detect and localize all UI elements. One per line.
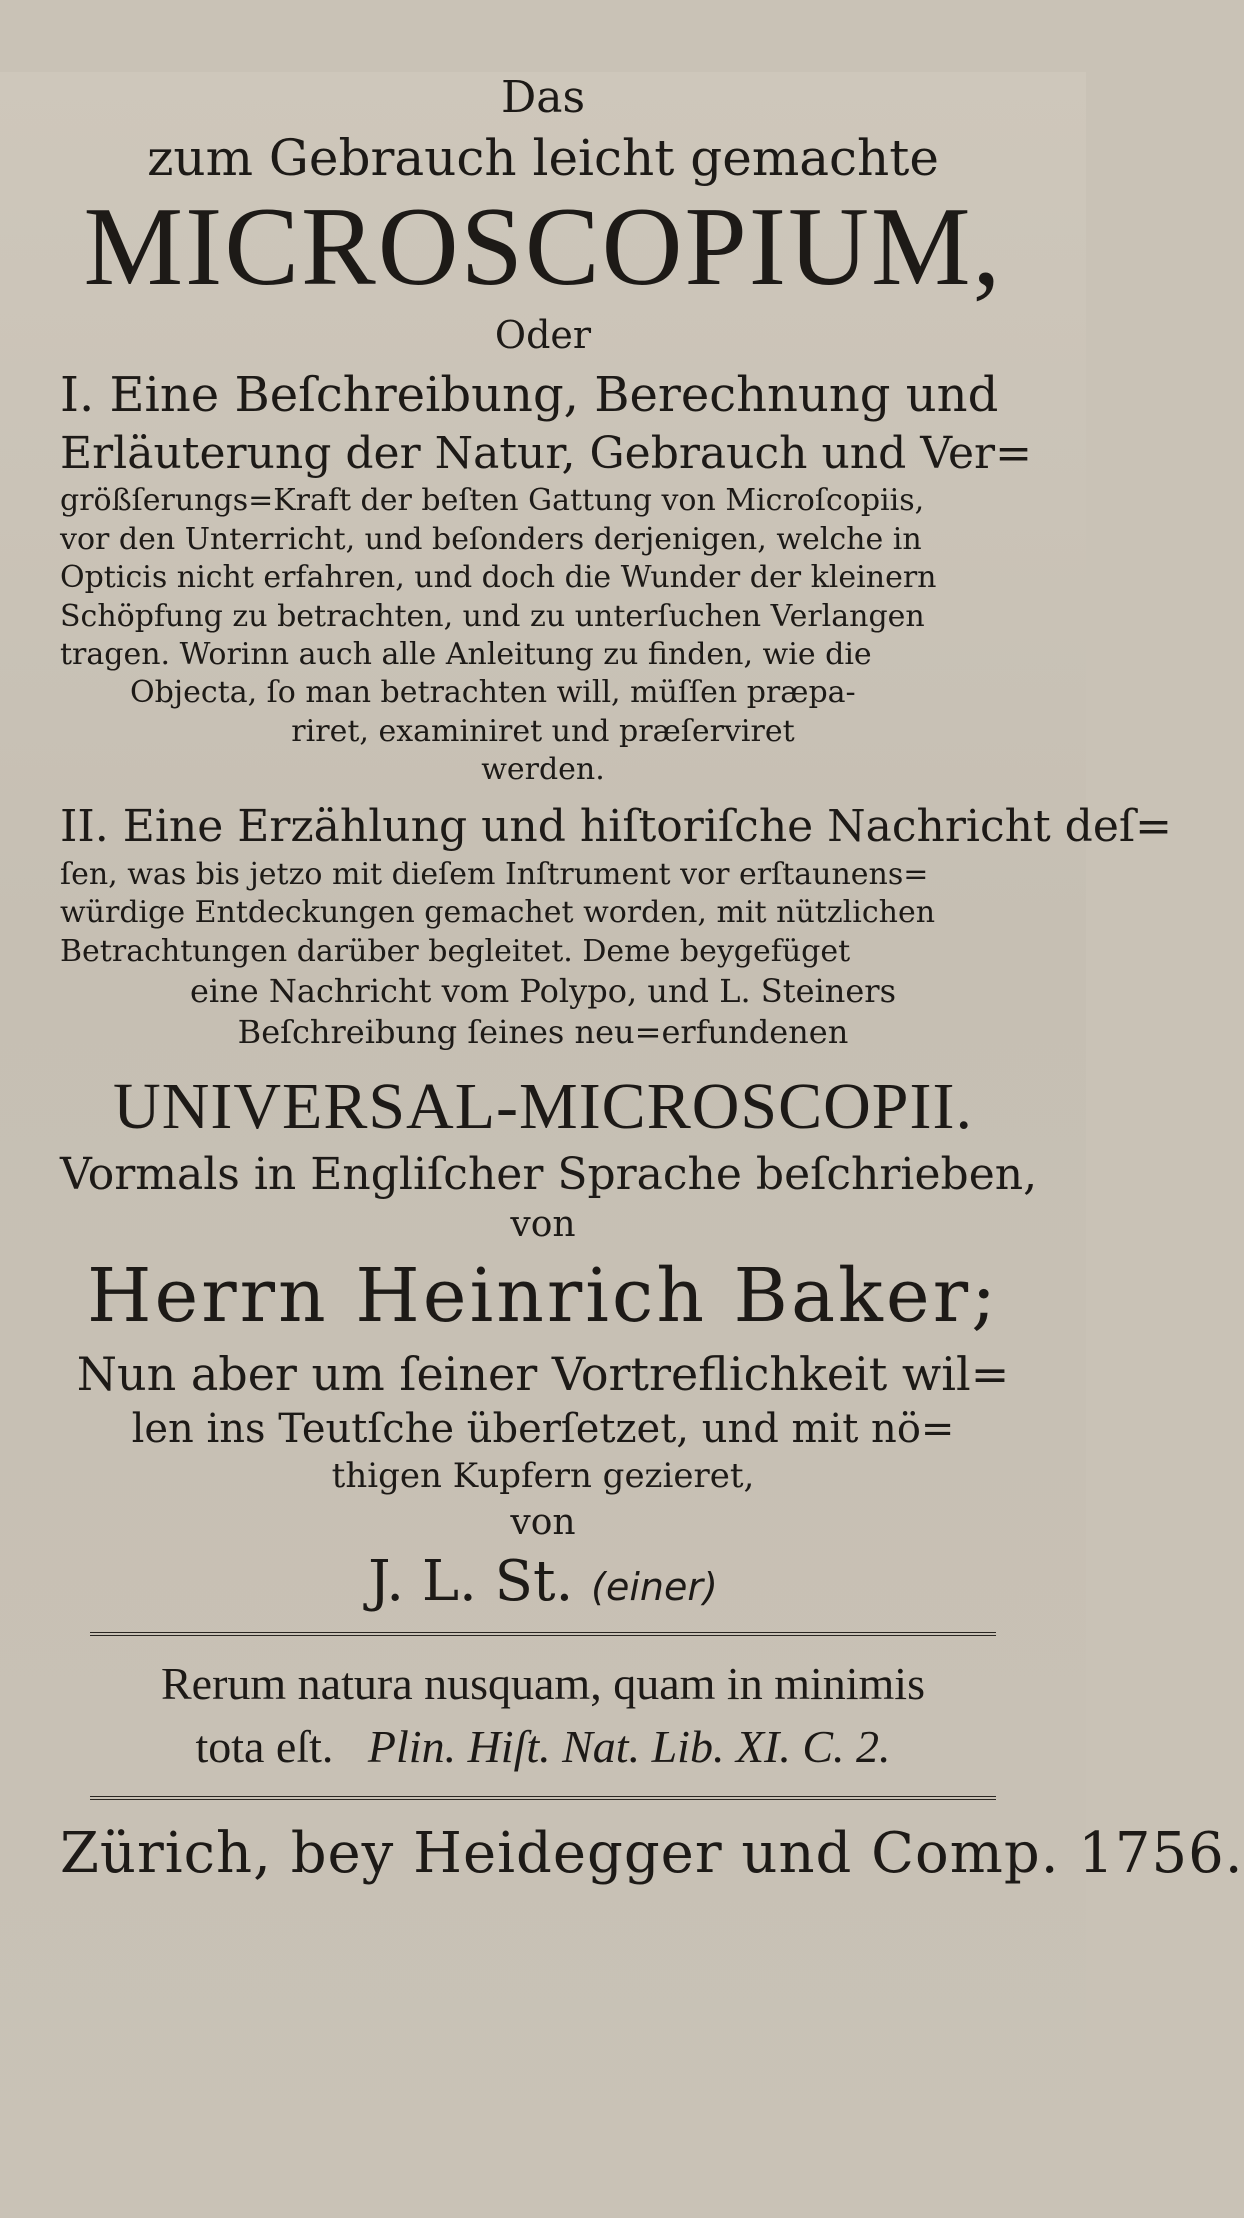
main-title: MICROSCOPIUM, [83,185,1003,309]
title-oder: Oder [494,312,592,357]
motto-line [60,1716,1026,1778]
section-two-line: Beſchreibung ſeines neu=erfundenen [237,1012,849,1051]
handwritten-annotation: (einer) [591,1565,718,1610]
universal-microscopii: UNIVERSAL-MICROSCOPII. [113,1069,973,1143]
von-1: von [510,1203,576,1245]
section-one-line: Objecta, ſo man betrachten will, müſſen præpa- [130,675,856,711]
section-two-line: ſen, was bis jetzo mit dieſem Inſtrument vor erſtaunens= [60,856,929,892]
section-one-line: größſerungs=Kraft der beſten Gattung von Microſcopiis, [60,483,925,519]
title-page [0,72,1244,2218]
section-one-line: werden. [481,752,605,788]
section-one-line: Erläuterung der Natur, Gebrauch und Ver= [60,428,1032,480]
divider-rule [90,1632,996,1639]
title-subtitle: zum Gebrauch leicht gemachte [147,129,939,187]
motto-line: Rerum natura nusquam, quam in minimis [160,1658,925,1710]
section-one-line: tragen. Worinn auch alle Anleitung zu finden, wie die [60,636,872,672]
section-one-line: Schöpfung zu betrachten, und zu unterſuchen Verlangen [60,598,925,634]
translation-line: len ins Teutſche überſetzet, und mit nö= [131,1405,955,1452]
divider-rule [90,1796,996,1803]
author-name: Herrn Heinrich Baker; [86,1252,999,1339]
section-two-line: würdige Entdeckungen gemachet worden, mit nützlichen [60,895,936,931]
section-one-line: I. Eine Beſchreibung, Berechnung und [60,366,999,423]
section-one-line: riret, examiniret und præſerviret [291,713,795,749]
section-one-line: Opticis nicht erfahren, und doch die Wunder der kleinern [60,560,937,596]
title-das: Das [500,72,586,123]
translation-line: Nun aber um ſeiner Vortreflichkeit wil= [76,1346,1010,1401]
translation-line: thigen Kupfern gezieret, [331,1455,755,1496]
section-two [60,799,1173,1052]
formerly-described: Vormals in Engliſcher Sprache beſchrieben, [60,1148,1038,1200]
von-2: von [510,1502,576,1544]
section-two-line: Betrachtungen darüber begleitet. Deme beygefüget [60,933,851,969]
motto-text: tota eſt. [195,1720,334,1772]
section-two-line: eine Nachricht vom Polypo, und L. Steiners [189,971,897,1010]
section-two-line: II. Eine Erzählung und hiſtoriſche Nachricht deſ= [60,801,1173,853]
imprint: Zürich, bey Heidegger und Comp. 1756. [60,1820,1244,1886]
translation-note [60,1345,1026,1499]
motto-citation: Plin. Hiſt. Nat. Lib. XI. C. 2. [367,1720,891,1772]
section-one [60,365,1032,790]
section-one-line: vor den Unterricht, und beſonders derjenigen, welche in [60,521,922,557]
motto [60,1653,1026,1777]
translator-initials: J. L. St. [368,1549,574,1615]
translator [60,1549,1026,1614]
